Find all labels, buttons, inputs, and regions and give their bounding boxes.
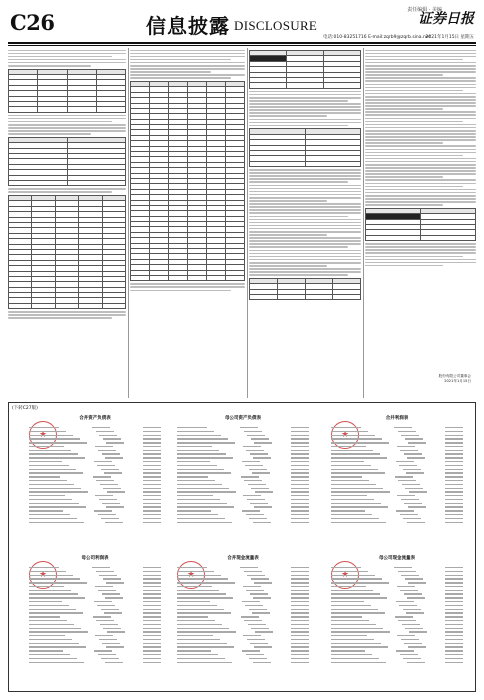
statement-row — [29, 480, 161, 483]
statement-row — [331, 495, 463, 498]
statement-row — [331, 586, 463, 589]
section-title-english: DISCLOSURE — [234, 18, 318, 33]
statement-row — [29, 609, 161, 612]
statement-row — [177, 514, 309, 517]
newspaper-logo: 证券日报 — [418, 11, 474, 27]
statement-row — [29, 639, 161, 642]
statement-row — [331, 578, 463, 581]
statement-row — [29, 578, 161, 581]
statement-row — [331, 491, 463, 494]
statement-row — [177, 495, 309, 498]
text-block — [130, 50, 245, 79]
statement-row — [177, 518, 309, 521]
statement-row — [331, 503, 463, 506]
statement-row — [331, 499, 463, 502]
signature-block — [371, 374, 471, 383]
statement-row — [331, 590, 463, 593]
statement-row — [29, 662, 161, 665]
statement-row — [331, 506, 463, 509]
statement-row — [331, 450, 463, 453]
statement-row — [331, 461, 463, 464]
statement-row — [331, 650, 463, 653]
statement-row — [29, 495, 161, 498]
statement-row — [29, 612, 161, 615]
statement-sheet — [25, 551, 165, 677]
text-block — [8, 188, 126, 193]
text-block — [8, 311, 126, 319]
statement-row — [29, 582, 161, 585]
statement-row — [331, 431, 463, 434]
statement-row — [29, 499, 161, 502]
statement-row — [331, 582, 463, 585]
statement-row — [177, 506, 309, 509]
statement-row — [29, 601, 161, 604]
statement-row — [29, 431, 161, 434]
statement-sheet — [25, 411, 165, 537]
statement-sheet — [327, 411, 467, 537]
statement-row — [331, 457, 463, 460]
statement-row — [331, 643, 463, 646]
text-block — [130, 283, 245, 291]
sheet-title: 母公司利润表 — [81, 556, 109, 561]
statement-row — [331, 522, 463, 525]
statement-row — [29, 472, 161, 475]
statement-row — [177, 631, 309, 634]
statement-row — [177, 522, 309, 525]
statement-row — [331, 620, 463, 623]
statement-row — [29, 593, 161, 596]
statement-row — [331, 635, 463, 638]
financial-statements-panel — [8, 402, 476, 692]
statement-row — [29, 571, 161, 574]
statement-row — [29, 567, 161, 570]
statement-row — [177, 510, 309, 513]
statement-row — [29, 616, 161, 619]
statement-row — [177, 643, 309, 646]
data-table — [8, 69, 126, 113]
statement-row — [29, 631, 161, 634]
statement-row — [177, 654, 309, 657]
statement-row — [29, 450, 161, 453]
signature-date: 2021年1月15日 — [444, 378, 471, 383]
statement-row — [29, 453, 161, 456]
statement-sheet — [173, 411, 313, 537]
statement-row — [177, 442, 309, 445]
statement-row — [331, 446, 463, 449]
statement-row — [29, 646, 161, 649]
statement-row — [29, 597, 161, 600]
statement-row — [177, 612, 309, 615]
statement-row — [29, 446, 161, 449]
statement-row — [331, 593, 463, 596]
statement-row — [177, 435, 309, 438]
text-block — [365, 243, 476, 266]
statement-row — [177, 476, 309, 479]
statement-row — [177, 575, 309, 578]
statement-row — [177, 662, 309, 665]
article-column-1 — [8, 48, 126, 398]
statement-row — [29, 510, 161, 513]
statement-row — [29, 518, 161, 521]
statement-row — [177, 646, 309, 649]
statement-row — [331, 662, 463, 665]
editor-credit: 责任编辑 · 美编 — [407, 7, 442, 13]
statement-row — [177, 427, 309, 430]
statement-row — [29, 643, 161, 646]
statement-row — [29, 635, 161, 638]
sheet-title: 母公司现金流量表 — [379, 556, 415, 561]
statement-row — [177, 480, 309, 483]
data-table — [8, 137, 126, 187]
statement-row — [331, 518, 463, 521]
statement-row — [29, 503, 161, 506]
statement-row — [29, 484, 161, 487]
sheet-title: 合并利润表 — [385, 416, 409, 421]
statement-row — [331, 631, 463, 634]
statement-row — [331, 601, 463, 604]
statement-row — [29, 654, 161, 657]
statement-row — [177, 590, 309, 593]
article-column-4 — [365, 48, 476, 398]
sheet-title: 母公司资产负债表 — [225, 416, 261, 421]
masthead — [0, 0, 484, 44]
statement-row — [177, 624, 309, 627]
statement-row — [29, 514, 161, 517]
masthead-rule-thin — [8, 45, 476, 46]
section-title: 信息披露 — [146, 14, 230, 38]
statement-row — [177, 571, 309, 574]
statement-row — [331, 484, 463, 487]
statement-row — [177, 597, 309, 600]
statement-row — [331, 575, 463, 578]
statement-row — [331, 472, 463, 475]
data-table — [249, 128, 361, 167]
issue-date: 2021年1月15日 星期五 — [425, 35, 474, 40]
statement-row — [29, 624, 161, 627]
statement-row — [177, 446, 309, 449]
statement-row — [29, 465, 161, 468]
masthead-rule — [8, 42, 476, 44]
statement-row — [331, 438, 463, 441]
data-table — [249, 278, 361, 301]
statement-row — [331, 453, 463, 456]
statement-row — [29, 469, 161, 472]
statement-row — [331, 480, 463, 483]
statement-row — [29, 435, 161, 438]
statement-row — [331, 514, 463, 517]
statement-row — [331, 658, 463, 661]
statement-row — [331, 597, 463, 600]
statement-sheet — [173, 551, 313, 677]
statement-row — [177, 609, 309, 612]
column-divider — [363, 48, 364, 398]
statement-row — [177, 567, 309, 570]
data-table — [130, 81, 245, 281]
statement-row — [177, 453, 309, 456]
statement-row — [331, 609, 463, 612]
statement-row — [331, 624, 463, 627]
statement-row — [177, 469, 309, 472]
statement-row — [177, 503, 309, 506]
statement-row — [177, 461, 309, 464]
statement-row — [29, 620, 161, 623]
statement-row — [177, 450, 309, 453]
article-column-2 — [130, 48, 245, 398]
text-block — [8, 115, 126, 135]
statement-row — [177, 465, 309, 468]
statement-row — [177, 578, 309, 581]
statement-row — [29, 442, 161, 445]
text-block — [8, 50, 126, 67]
statement-row — [177, 499, 309, 502]
statement-row — [331, 427, 463, 430]
statement-row — [29, 628, 161, 631]
statement-row — [29, 506, 161, 509]
statement-row — [177, 472, 309, 475]
data-table — [8, 195, 126, 309]
statement-row — [331, 612, 463, 615]
statement-row — [331, 605, 463, 608]
statement-row — [29, 461, 161, 464]
statement-row — [331, 639, 463, 642]
statement-row — [29, 522, 161, 525]
statement-row — [177, 658, 309, 661]
text-block — [249, 91, 361, 127]
statement-row — [29, 605, 161, 608]
statement-row — [331, 465, 463, 468]
contact-line: 电话:010-83251716 E-mail:zqrb9@zqrb.sina.net — [323, 35, 431, 40]
statement-row — [331, 654, 463, 657]
column-divider — [247, 48, 248, 398]
statement-row — [29, 575, 161, 578]
text-block — [365, 50, 476, 206]
statement-row — [29, 488, 161, 491]
statement-row — [29, 457, 161, 460]
statement-row — [29, 438, 161, 441]
statement-row — [29, 586, 161, 589]
data-table — [249, 50, 361, 89]
statement-row — [177, 457, 309, 460]
statement-row — [177, 616, 309, 619]
article-column-3 — [249, 48, 361, 398]
statement-row — [177, 438, 309, 441]
statement-row — [29, 427, 161, 430]
statement-row — [177, 650, 309, 653]
statement-row — [331, 510, 463, 513]
statement-row — [177, 601, 309, 604]
statement-row — [331, 571, 463, 574]
page-number: C26 — [10, 10, 55, 35]
statement-row — [29, 650, 161, 653]
statement-row — [331, 442, 463, 445]
continuation-label: (下转C27版) — [12, 406, 38, 411]
statement-row — [177, 484, 309, 487]
statement-row — [177, 491, 309, 494]
statement-row — [331, 435, 463, 438]
statement-row — [177, 605, 309, 608]
statement-row — [331, 646, 463, 649]
data-table — [365, 208, 476, 241]
statement-row — [331, 469, 463, 472]
statement-row — [331, 616, 463, 619]
statement-row — [331, 488, 463, 491]
column-divider — [128, 48, 129, 398]
sheet-title: 合并资产负债表 — [79, 416, 111, 421]
statement-row — [177, 582, 309, 585]
sheet-title: 合并现金流量表 — [227, 556, 259, 561]
statement-row — [29, 658, 161, 661]
text-block — [249, 169, 361, 276]
statement-row — [177, 620, 309, 623]
statement-row — [331, 567, 463, 570]
statement-row — [29, 476, 161, 479]
statement-row — [177, 488, 309, 491]
statement-row — [177, 628, 309, 631]
statement-sheet — [327, 551, 467, 677]
statement-row — [177, 431, 309, 434]
statement-row — [177, 586, 309, 589]
statement-row — [331, 628, 463, 631]
statement-row — [177, 639, 309, 642]
statement-row — [29, 590, 161, 593]
statement-row — [177, 593, 309, 596]
statement-row — [331, 476, 463, 479]
statement-row — [177, 635, 309, 638]
statement-row — [29, 491, 161, 494]
signature-company: 股份有限公司董事会 — [438, 374, 471, 378]
